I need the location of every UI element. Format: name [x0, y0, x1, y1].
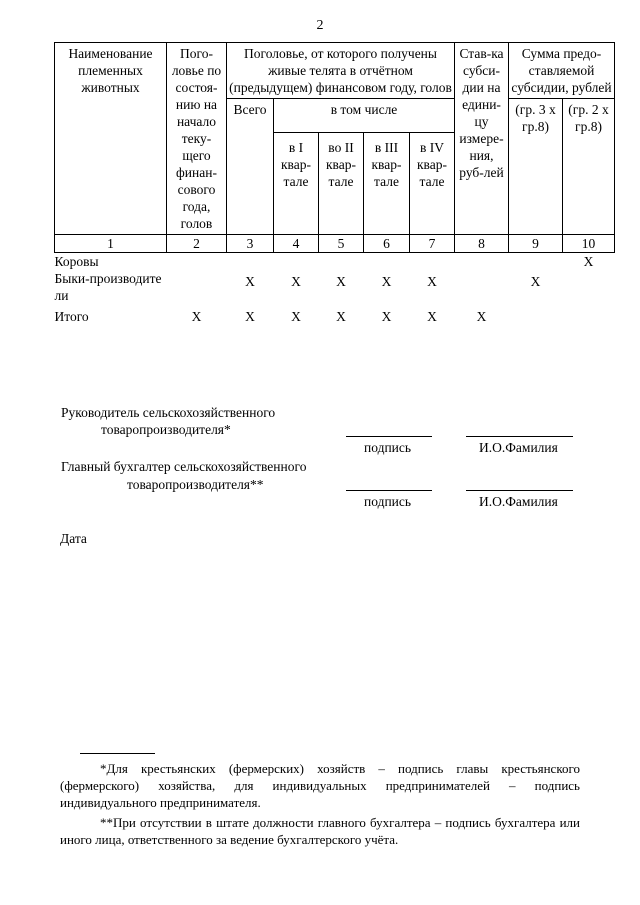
footnote-separator — [80, 753, 155, 754]
accountant-signature-line — [346, 490, 432, 491]
header-calves-group: Поголовье, от которого получены живые телята в отчётном (предыдущем) финансовом году, голов — [227, 43, 455, 99]
table-row-bulls — [55, 270, 615, 308]
head-name-line — [466, 436, 573, 437]
header-formula-col10: (гр. 2 х гр.8) — [563, 99, 615, 235]
header-including: в том числе — [274, 99, 455, 133]
table-cell: X — [427, 274, 437, 289]
header-initial-herd: Пого-ловье по состоя-нию на начало теку-щего финан-сового года, голов — [167, 43, 227, 235]
table-row-total — [55, 308, 615, 325]
page-number: 2 — [316, 18, 324, 33]
col-number: 10 — [563, 235, 615, 253]
header-q1: в I квар-тале — [274, 133, 319, 235]
date-label: Дата — [60, 531, 87, 546]
row-label: Коровы — [54, 254, 99, 269]
accountant-sign-label: подпись — [364, 494, 412, 509]
col-number: 8 — [455, 235, 509, 253]
row-label: Быки-производители — [54, 271, 162, 303]
table-cell — [167, 253, 227, 271]
header-total: Всего — [227, 99, 274, 235]
table-cell: X — [336, 309, 346, 324]
col-number: 1 — [55, 235, 167, 253]
table-cell — [274, 253, 319, 271]
header-q2: во II квар-тале — [319, 133, 364, 235]
column-numbers-row — [55, 235, 615, 253]
col-number: 6 — [364, 235, 410, 253]
table-cell: X — [291, 309, 301, 324]
accountant-title-line1: Главный бухгалтер сельскохозяйственного — [61, 459, 307, 474]
table-cell — [410, 253, 455, 271]
table-cell: X — [245, 274, 255, 289]
col-number: 5 — [319, 235, 364, 253]
table-row-cows — [55, 253, 615, 271]
col-number: 3 — [227, 235, 274, 253]
table-cell: X — [191, 309, 202, 324]
table-cell: X — [530, 274, 541, 289]
row-label: Итого — [54, 309, 89, 324]
col-number: 4 — [274, 235, 319, 253]
header-subsidy-rate: Став-ка субси-дии на едини-цу измере-ния, руб-лей — [455, 43, 509, 235]
header-subsidy-sum: Сумма предо-ставляемой субсидии, рублей — [509, 43, 615, 99]
accountant-title-line2: товаропроизводителя** — [127, 477, 264, 492]
table-cell — [364, 253, 410, 271]
table-cell: X — [336, 274, 346, 289]
table-cell — [227, 253, 274, 271]
head-name-label: И.О.Фамилия — [479, 440, 558, 455]
footnote-1: *Для крестьянских (фермерских) хозяйств – подпись главы крестьянского (фермерского) хозяйства, для индивидуальных предпринимателей – подпись индивидуального предпринимателя. — [60, 761, 580, 810]
head-sign-label: подпись — [364, 440, 412, 455]
header-row-1 — [55, 43, 615, 99]
table-cell: X — [291, 274, 301, 289]
col-number: 9 — [509, 235, 563, 253]
footnote-2: **При отсутствии в штате должности главного бухгалтера – подпись бухгалтера или иного лица, ответственного за ведение бухгалтерского учёта. — [60, 815, 580, 847]
accountant-name-label: И.О.Фамилия — [479, 494, 558, 509]
head-title-line1: Руководитель сельскохозяйственного — [61, 405, 276, 420]
header-q3: в III квар-тале — [364, 133, 410, 235]
table-cell: X — [427, 309, 437, 324]
table-cell — [455, 253, 509, 271]
table-cell: X — [381, 309, 392, 324]
header-formula-col9: (гр. 3 х гр.8) — [509, 99, 563, 235]
table-cell — [509, 253, 563, 271]
table-cell: X — [245, 309, 255, 324]
table-cell: X — [583, 254, 594, 269]
table-cell — [509, 308, 563, 325]
header-animal-name: Наименование племенных животных — [55, 43, 167, 235]
table-cell — [455, 270, 509, 308]
col-number: 7 — [410, 235, 455, 253]
accountant-name-line — [466, 490, 573, 491]
table-cell — [319, 253, 364, 271]
header-q4: в IV квар-тале — [410, 133, 455, 235]
head-title-line2: товаропроизводителя* — [101, 422, 231, 437]
table-cell: X — [381, 274, 392, 289]
table-cell — [167, 270, 227, 308]
subsidy-table — [54, 42, 615, 325]
table-cell — [563, 308, 615, 325]
table-cell: X — [476, 309, 487, 324]
col-number: 2 — [167, 235, 227, 253]
head-signature-line — [346, 436, 432, 437]
table-cell — [563, 270, 615, 308]
